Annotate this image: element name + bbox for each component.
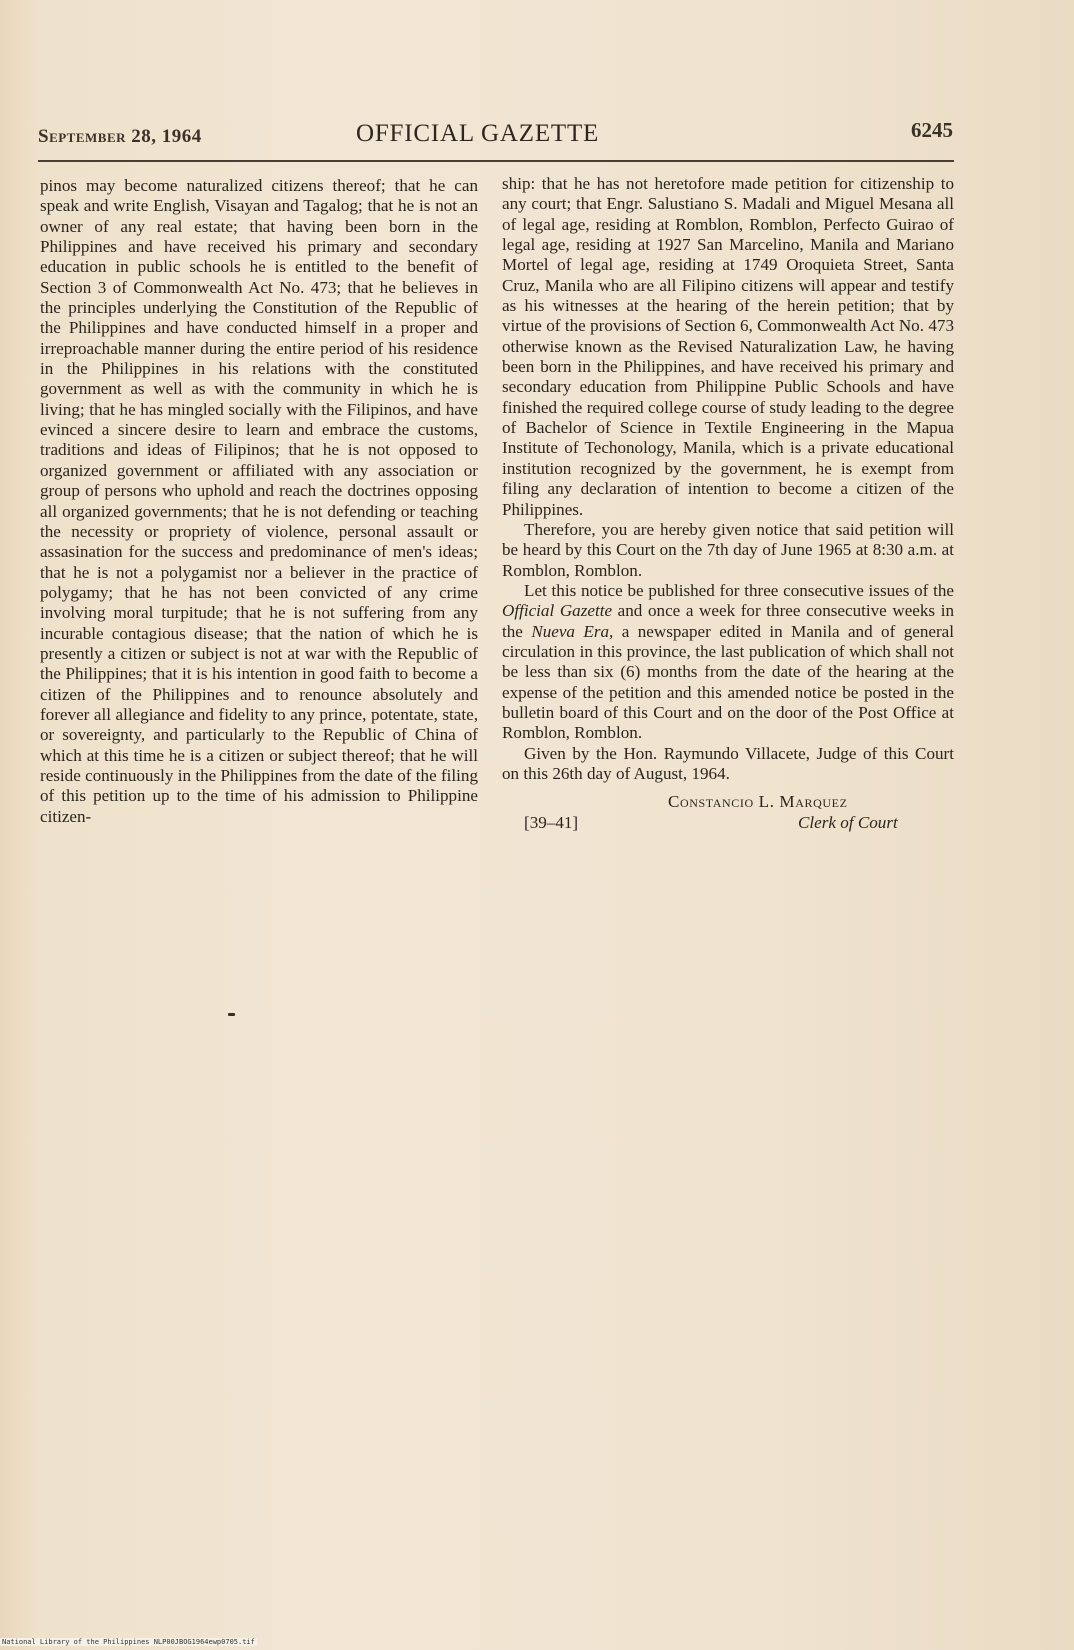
- page-header: [38, 118, 953, 158]
- p3-text-2: and once a week for three consecutive weeks in the: [502, 601, 954, 641]
- signature-block: [502, 792, 954, 836]
- notice-paragraph-3: [502, 581, 954, 744]
- scan-source-line: National Library of the Philippines NLP00JBOG1964ewp0705.tif: [2, 1638, 255, 1646]
- page-number: 6245: [911, 118, 953, 142]
- publication-title: OFFICIAL GAZETTE: [356, 120, 600, 147]
- left-column: [40, 176, 478, 827]
- p3-text-1: Let this notice be published for three consecutive issues of the: [524, 580, 954, 600]
- signatory-title: Clerk of Court: [798, 813, 898, 833]
- signatory-name: Constancio L. Marquez: [668, 792, 848, 812]
- p3-text-3: a newspaper edited in Manila and of general circulation in this province, the last publication of which shall not be less than six (6) months from the date of the hearing at the expense of the petition and this amended notice be posted in the bulletin board of this Court and on the door of the Post Office at Romblon, Romblon.: [502, 621, 954, 743]
- right-column: [502, 174, 954, 836]
- issue-reference: [39–41]: [524, 813, 579, 833]
- notice-paragraph-2: Therefore, you are hereby given notice that said petition will be heard by this Court on the 7th day of June 1965 at 8:30 a.m. at Romblon, Romblon.: [502, 519, 954, 580]
- notice-paragraph-1: ship: that he has not heretofore made petition for citizenship to any court; that Engr. Salustiano S. Madali and Miguel Mesana all of legal age, residing at Romblon, Romblon, Perfecto Guirao of legal age, residing at 1927 San Marcelino, Manila and Mariano Mortel of legal age, residing at 1749 Oroquieta Street, Santa Cruz, Manila who are all Filipino citizens will appear and testify as his witnesses at the hearing of the herein petition; that by virtue of the provisions of Section 6, Commonwealth Act No. 473 otherwise known as the Revised Naturalization Law, he having been born in the Philippines, and have received his primary and secondary education from Philippine Public Schools and have finished the required college course of study leading to the degree of Bachelor of Science in Textile Engineering in the Mapua Institute of Techonology, Manila, which is a private educational institution recognized by the government, he is exempt from filing any declaration of intention to become a citizen of the Philippines.: [502, 174, 954, 519]
- header-rule: [38, 160, 954, 162]
- left-column-text: pinos may become naturalized citizens thereof; that he can speak and write English, Visayan and Tagalog; that he is not an owner of any real estate; that having been born in the Philippines and have received his primary and secondary education in public schools he is entitled to the benefit of Section 3 of Commonwealth Act No. 473; that he believes in the principles underlying the Constitution of the Republic of the Philippines and have conducted himself in a proper and irreproachable manner during the entire period of his residence in the Philippines in his relations with the constituted government as well as with the community in which he is living; that he has mingled socially with the Filipinos, and have evinced a sincere desire to learn and embrace the customs, traditions and ideas of Filipinos; that he is not opposed to organized government or affiliated with any association or group of persons who uphold and reach the doctrines opposing all organized governments; that he is not defending or teaching the necessity or propriety of violence, personal assault or assasination for the success and predominance of men's ideas; that he is not a polygamist nor a believer in the practice of polygamy; that he has not been convicted of any crime involving moral turpitude; that he is not suffering from any incurable contagious disease; that the nation of which he is presently a citizen or subject is not at war with the Republic of the Philippines; that it is his intention in good faith to become a citizen of the Philippines and to renounce absolutely and forever all allegiance and fidelity to any prince, potentate, state, or sovereignty, and particularly to the Republic of China of which at this time he is a citizen or subject thereof; that he will reside continuously in the Philippines from the date of the filing of this petition up to the time of his admission to Philippine citizen-: [40, 176, 478, 826]
- official-gazette-italic: Official Gazette: [502, 601, 613, 621]
- notice-paragraph-4: Given by the Hon. Raymundo Villacete, Judge of this Court on this 26th day of August, 1964.: [502, 743, 954, 783]
- issue-date: September 28, 1964: [38, 126, 202, 147]
- nueva-era-italic: Nueva Era,: [531, 621, 614, 641]
- ink-speck: [228, 1013, 235, 1016]
